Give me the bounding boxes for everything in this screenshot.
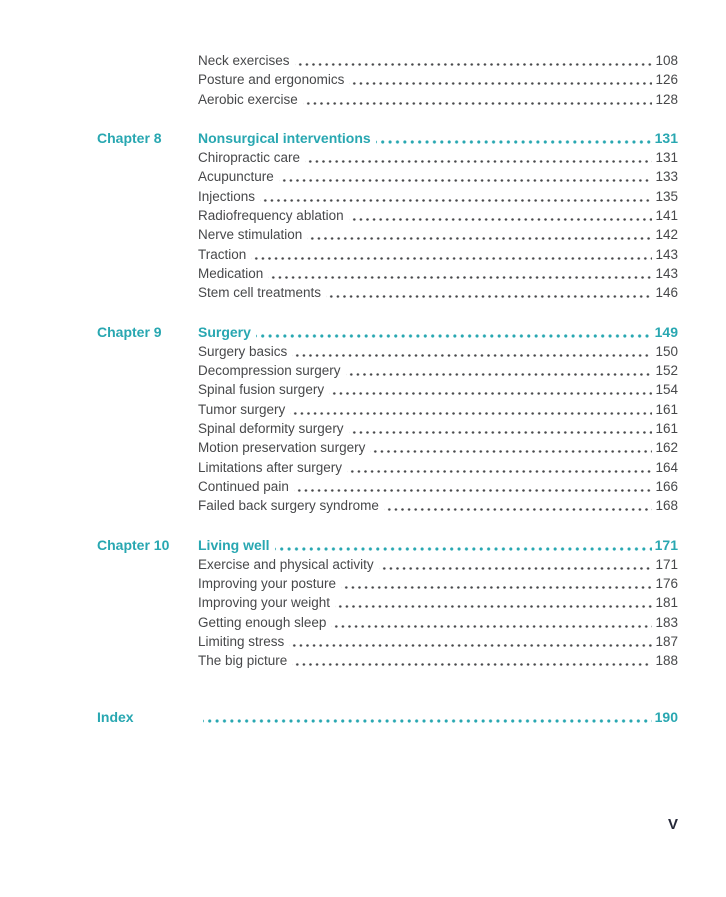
chapter-label: Chapter 9 bbox=[97, 323, 162, 340]
dot-leader bbox=[203, 708, 652, 727]
dot-leader bbox=[329, 380, 652, 399]
toc-entry-page-number: 133 bbox=[655, 169, 678, 185]
chapter-title: Nonsurgical interventions bbox=[198, 129, 371, 146]
toc-entry-title: Nerve stimulation bbox=[198, 227, 303, 243]
toc-entry-title: Limitations after surgery bbox=[198, 459, 343, 475]
toc-entry-page-number: 161 bbox=[655, 401, 678, 417]
toc-entry-title: The big picture bbox=[198, 653, 288, 669]
dot-leader bbox=[379, 555, 653, 574]
toc-entry-page-number: 188 bbox=[655, 653, 678, 669]
dot-leader bbox=[303, 90, 653, 109]
chapter-page-number: 171 bbox=[654, 536, 678, 553]
toc-entry-title: Decompression surgery bbox=[198, 363, 341, 379]
toc-entry-title: Spinal deformity surgery bbox=[198, 421, 344, 437]
dot-leader bbox=[289, 632, 652, 651]
toc-entry-title: Motion preservation surgery bbox=[198, 440, 366, 456]
chapter-label: Chapter 10 bbox=[97, 536, 170, 553]
toc-entry-page-number: 171 bbox=[655, 556, 678, 572]
dot-leader bbox=[349, 206, 653, 225]
toc-entry-page-number: 146 bbox=[655, 285, 678, 301]
toc-entry-title: Radiofrequency ablation bbox=[198, 208, 344, 224]
dot-leader bbox=[292, 651, 652, 670]
dot-leader bbox=[307, 225, 652, 244]
toc-entry-row bbox=[97, 225, 678, 244]
chapter-page-number: 149 bbox=[654, 323, 678, 340]
toc-entry-row bbox=[97, 51, 678, 70]
dot-leader bbox=[349, 70, 652, 89]
toc-entry-title: Tumor surgery bbox=[198, 401, 286, 417]
toc-chapter-row bbox=[97, 129, 678, 148]
dot-leader bbox=[370, 438, 652, 457]
toc-group bbox=[97, 536, 678, 671]
toc-entry-title: Failed back surgery syndrome bbox=[198, 498, 379, 514]
toc bbox=[97, 51, 678, 727]
chapter-label: Chapter 8 bbox=[97, 129, 162, 146]
toc-index-row bbox=[97, 708, 678, 727]
chapter-title: Living well bbox=[198, 536, 270, 553]
toc-entry-row bbox=[97, 245, 678, 264]
dot-leader bbox=[335, 593, 652, 612]
dot-leader bbox=[279, 167, 653, 186]
toc-entry-row bbox=[97, 438, 678, 457]
toc-entry-title: Aerobic exercise bbox=[198, 91, 298, 107]
chapter-page-number: 131 bbox=[654, 129, 678, 146]
chapter-label: Index bbox=[97, 708, 134, 725]
toc-entry-page-number: 176 bbox=[655, 576, 678, 592]
dot-leader bbox=[349, 419, 653, 438]
dot-leader bbox=[346, 361, 653, 380]
toc-entry-page-number: 143 bbox=[655, 265, 678, 281]
dot-leader bbox=[384, 496, 653, 515]
toc-entry-row bbox=[97, 187, 678, 206]
dot-leader bbox=[260, 187, 652, 206]
toc-entry-title: Improving your weight bbox=[198, 595, 331, 611]
toc-entry-row bbox=[97, 380, 678, 399]
toc-entry-row bbox=[97, 283, 678, 302]
dot-leader bbox=[347, 458, 652, 477]
toc-entry-row bbox=[97, 632, 678, 651]
toc-entry-page-number: 126 bbox=[655, 72, 678, 88]
dot-leader bbox=[376, 129, 652, 148]
toc-entry-page-number: 150 bbox=[655, 343, 678, 359]
toc-chapter-row bbox=[97, 536, 678, 555]
dot-leader bbox=[341, 574, 652, 593]
dot-leader bbox=[305, 148, 652, 167]
toc-entry-row bbox=[97, 458, 678, 477]
toc-entry-row bbox=[97, 574, 678, 593]
toc-entry-row bbox=[97, 264, 678, 283]
chapter-page-number: 190 bbox=[654, 708, 678, 725]
dot-leader bbox=[275, 536, 652, 555]
toc-entry-page-number: 135 bbox=[655, 188, 678, 204]
toc-entry-page-number: 162 bbox=[655, 440, 678, 456]
toc-entry-page-number: 108 bbox=[655, 53, 678, 68]
toc-entry-title: Continued pain bbox=[198, 478, 289, 494]
toc-entry-title: Spinal fusion surgery bbox=[198, 382, 325, 398]
chapter-title: Surgery bbox=[198, 323, 251, 340]
toc-entry-title: Injections bbox=[198, 188, 256, 204]
toc-entry-title: Medication bbox=[198, 265, 264, 281]
toc-entry-title: Stem cell treatments bbox=[198, 285, 322, 301]
toc-entry-row bbox=[97, 593, 678, 612]
toc-entry-title: Improving your posture bbox=[198, 576, 337, 592]
dot-leader bbox=[290, 400, 652, 419]
toc-entry-row bbox=[97, 419, 678, 438]
toc-entry-page-number: 166 bbox=[655, 478, 678, 494]
dot-leader bbox=[326, 283, 652, 302]
toc-entry-title: Posture and ergonomics bbox=[198, 72, 345, 88]
toc-entry-page-number: 168 bbox=[655, 498, 678, 514]
toc-entry-page-number: 128 bbox=[655, 91, 678, 107]
toc-entry-page-number: 161 bbox=[655, 421, 678, 437]
toc-entry-title: Acupuncture bbox=[198, 169, 274, 185]
toc-entry-row bbox=[97, 651, 678, 670]
toc-entry-row bbox=[97, 70, 678, 89]
toc-entry-page-number: 183 bbox=[655, 614, 678, 630]
toc-entry-row bbox=[97, 555, 678, 574]
toc-entry-page-number: 164 bbox=[655, 459, 678, 475]
toc-group bbox=[97, 129, 678, 303]
dot-leader bbox=[251, 245, 652, 264]
toc-entry-title: Getting enough sleep bbox=[198, 614, 327, 630]
toc-entry-row bbox=[97, 90, 678, 109]
toc-entry-page-number: 141 bbox=[655, 208, 678, 224]
toc-chapter-row bbox=[97, 323, 678, 342]
toc-entry-title: Exercise and physical activity bbox=[198, 556, 374, 572]
toc-entry-title: Neck exercises bbox=[198, 53, 290, 68]
dot-leader bbox=[294, 477, 653, 496]
toc-entry-row bbox=[97, 148, 678, 167]
toc-entry-row bbox=[97, 496, 678, 515]
toc-entry-title: Chiropractic care bbox=[198, 150, 301, 166]
toc-entry-page-number: 143 bbox=[655, 246, 678, 262]
dot-leader bbox=[295, 51, 653, 70]
dot-leader bbox=[292, 342, 652, 361]
toc-entry-title: Surgery basics bbox=[198, 343, 288, 359]
toc-entry-row bbox=[97, 477, 678, 496]
dot-leader bbox=[331, 613, 652, 632]
toc-entry-title: Traction bbox=[198, 246, 247, 262]
toc-entry-row bbox=[97, 361, 678, 380]
dot-leader bbox=[256, 323, 652, 342]
toc-group bbox=[97, 323, 678, 516]
toc-entry-row bbox=[97, 613, 678, 632]
toc-entry-title: Limiting stress bbox=[198, 634, 285, 650]
toc-group bbox=[97, 51, 678, 109]
toc-entry-row bbox=[97, 400, 678, 419]
toc-entry-page-number: 154 bbox=[655, 382, 678, 398]
toc-entry-page-number: 152 bbox=[655, 363, 678, 379]
toc-entry-page-number: 142 bbox=[655, 227, 678, 243]
toc-group bbox=[97, 708, 678, 727]
toc-entry-page-number: 181 bbox=[655, 595, 678, 611]
toc-entry-page-number: 131 bbox=[655, 150, 678, 166]
toc-entry-row bbox=[97, 167, 678, 186]
dot-leader bbox=[268, 264, 652, 283]
toc-entry-page-number: 187 bbox=[655, 634, 678, 650]
page-folio: V bbox=[667, 816, 678, 833]
toc-entry-row bbox=[97, 342, 678, 361]
toc-entry-row bbox=[97, 206, 678, 225]
